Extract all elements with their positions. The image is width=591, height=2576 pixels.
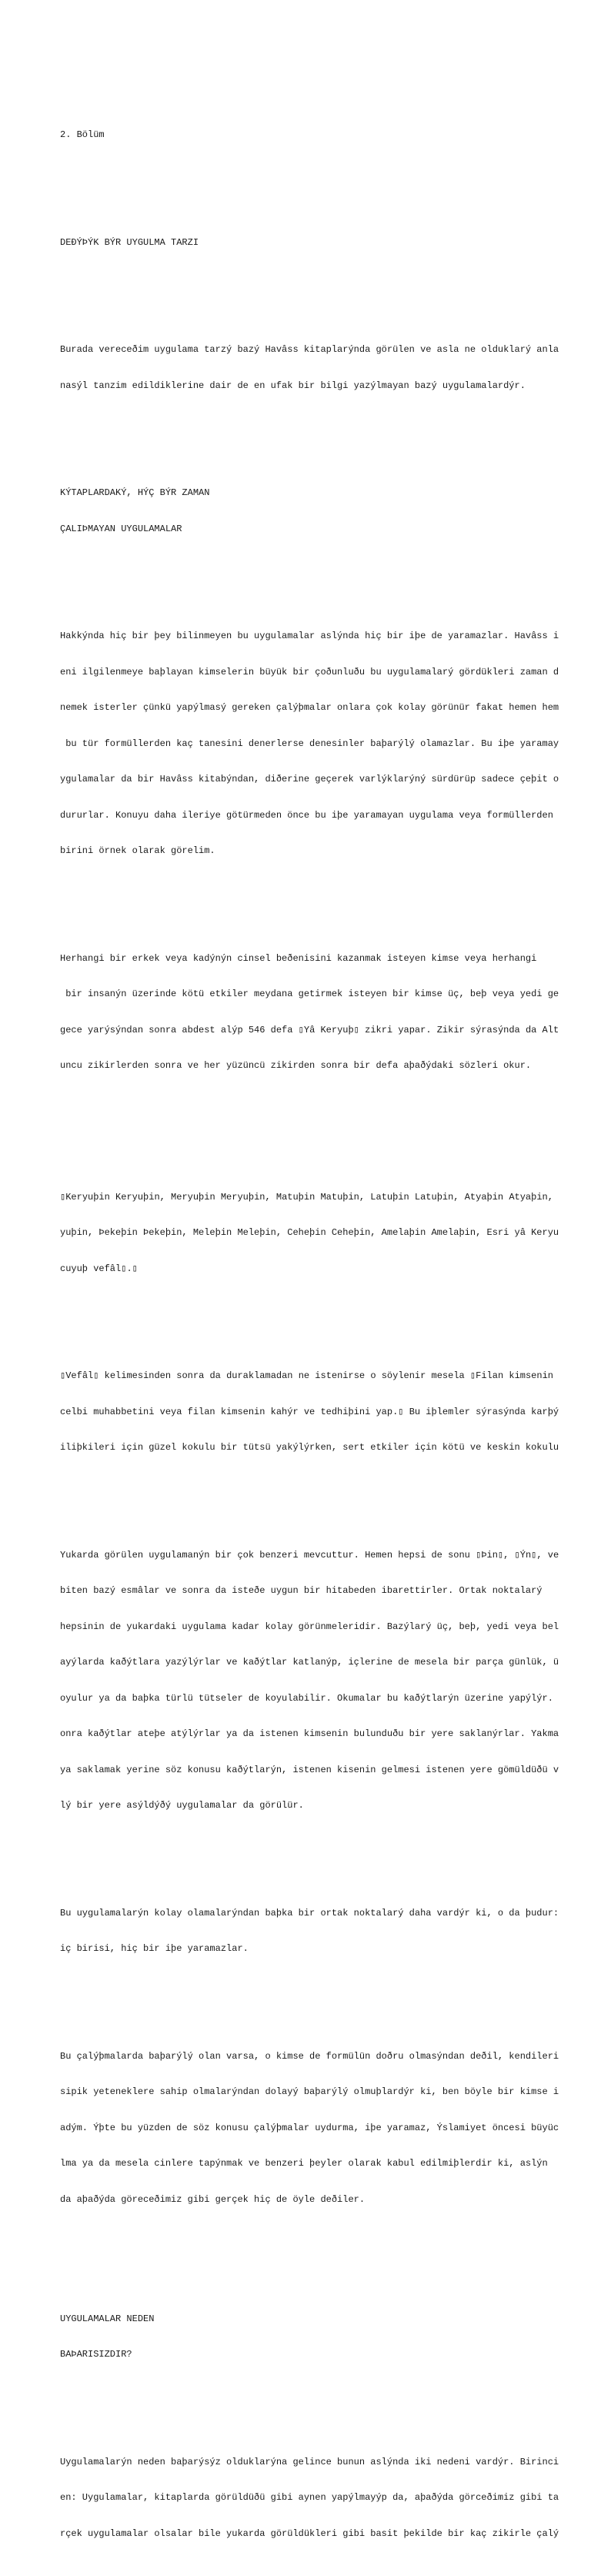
text-line: Herhangi bir erkek veya kadýnýn cinsel beðenisini kazanmak isteyen kimse veya herhangi (60, 952, 537, 964)
text-line: lý bir yere asýldýðý uygulamalar da görülür. (60, 1800, 304, 1811)
text-line: eni ilgilenmeye baþlayan kimselerin büyük bir çoðunluðu bu uygulamalarý gördükleri zaman d (60, 666, 559, 677)
text-line: uncu zikirlerden sonra ve her yüzüncü zikirden sonra bir defa aþaðýdaki sözleri okur. (60, 1060, 532, 1071)
text-line: lma ya da mesela cinlere tapýnmak ve benzeri þeyler olarak kabul edilmiþlerdir ki, aslýn (60, 2158, 548, 2169)
text-line: ya saklamak yerine söz konusu kaðýtlarýn, istenen kisenin gelmesi istenen yere gömüldüðü v (60, 1764, 559, 1775)
paragraph (60, 1347, 591, 1478)
text-line: ▯Keryuþin Keryuþin, Meryuþin Meryuþin, Matuþin Matuþin, Latuþin Latuþin, Atyaþin Atyaþin, (60, 1191, 553, 1203)
paragraph (60, 1526, 591, 1836)
text-line: en: Uygulamalar, kitaplarda görüldüðü gibi aynen yapýlmayýp da, aþaðýda görceðimiz gibi ta (60, 2492, 559, 2503)
heading-line: ÇALIÞMAYAN UYGULAMALAR (60, 523, 182, 534)
text-line: gece yarýsýndan sonra abdest alýp 546 defa ▯Yâ Keryuþ▯ zikri yapar. Zikir sýrasýnda da Alt (60, 1024, 559, 1035)
text-line: iç birisi, hiç bir iþe yaramazlar. (60, 1943, 249, 1954)
chapter-label (60, 105, 591, 166)
text-line: ▯Vefâl▯ kelimesinden sonra da duraklamadan ne istenirse o söylenir mesela ▯Filan kimsenin (60, 1370, 553, 1381)
document-page (60, 82, 591, 2576)
paragraph (60, 607, 591, 882)
section-heading (60, 213, 591, 273)
text-line: ayýlarda kaðýtlara yazýlýrlar ve kaðýtlar katlanýp, içlerine de mesela bir parça günlük, ü (60, 1657, 559, 1668)
incantation-paragraph (60, 1168, 591, 1300)
text-line: ygulamalar da bir Havâss kitabýndan, diðerine geçerek varlýklarýný sürdürüp sadece çeþit o (60, 774, 559, 785)
text-line: da aþaðýda göreceðimiz gibi gerçek hiç de öyle deðiler. (60, 2193, 366, 2205)
paragraph (60, 2027, 591, 2230)
intro-paragraph (60, 320, 591, 416)
heading-line: KÝTAPLARDAKÝ, HÝÇ BÝR ZAMAN (60, 487, 210, 498)
text-line: celbi muhabbetini veya filan kimsenin kahýr ve tedhiþini yap.▯ Bu iþlemler sýrasýnda karþý (60, 1406, 559, 1417)
heading-line: BAÞARISIZDIR? (60, 2349, 132, 2360)
text-line: adým. Ýþte bu yüzden de söz konusu çalýþmalar uydurma, iþe yaramaz, Ýslamiyet öncesi büyüc (60, 2122, 559, 2133)
text-line: nemek isterler çünkü yapýlmasý gereken çalýþmalar onlara çok kolay görünür fakat hemen hem (60, 702, 559, 713)
text-line: cuyuþ vefâl▯.▯ (60, 1263, 138, 1274)
paragraph (60, 1884, 591, 1979)
text-line: nasýl tanzim edildiklerine dair de en ufak bir bilgi yazýlmayan bazý uygulamalardýr. (60, 380, 526, 391)
text-line: iliþkileri için güzel kokulu bir tütsü yakýlýrken, sert etkiler için kötü ve keskin kokulu (60, 1442, 559, 1453)
text-line: yuþin, Þekeþin Þekeþin, Meleþin Meleþin, Ceheþin Ceheþin, Amelaþin Amelaþin, Esri yâ Keryu (60, 1227, 559, 1238)
text-line: dururlar. Konuyu daha ileriye götürmeden önce bu iþe yaramayan uygulama veya formüllerden (60, 809, 553, 821)
text-line: bu tür formüllerden kaç tanesini denerlerse denesinler baþarýlý olamazlar. Bu iþe yaramay (60, 738, 559, 749)
text-line: Hakkýnda hiç bir þey bilinmeyen bu uygulamalar aslýnda hiç bir iþe de yaramazlar. Havâss i (60, 631, 559, 641)
text-line: sipik yeteneklere sahip olmalarýndan dolayý baþarýlý olmuþlardýr ki, ben böyle bir kimse i (60, 2086, 559, 2097)
text-line: rçek uygulamalar olsalar bile yukarda görüldükleri gibi basit þekilde bir kaç zikirle çalý (60, 2527, 559, 2539)
text-line: Bu çalýþmalarda baþarýlý olan varsa, o kimse de formülün doðru olmasýndan deðil, kendileri (60, 2050, 559, 2062)
text-line: hepsinin de yukardaki uygulama kadar kolay görünmeleridir. Bazýlarý üç, beþ, yedi veya bel (60, 1621, 559, 1632)
text-line: Burada vereceðim uygulama tarzý bazý Havâss kitaplarýnda görülen ve asla ne olduklarý anla (60, 344, 559, 355)
text-line: birini örnek olarak görelim. (60, 845, 215, 856)
subsection-heading (60, 463, 591, 559)
text-line: Yukarda görülen uygulamanýn bir çok benzeri mevcuttur. Hemen hepsi de sonu ▯Þin▯, ▯Ýn▯, ve (60, 1549, 559, 1561)
text-line: onra kaðýtlar ateþe atýlýrlar ya da istenen kimsenin bulunduðu bir yere saklanýrlar. Yakma (60, 1728, 559, 1739)
heading-line: UYGULAMALAR NEDEN (60, 2313, 155, 2324)
subsection-heading (60, 2290, 591, 2385)
section-heading-text: DEÐÝÞÝK BÝR UYGULMA TARZI (60, 236, 199, 248)
chapter-text: 2. Bölüm (60, 129, 105, 140)
text-line: biten bazý esmâlar ve sonra da isteðe uygun bir hitabeden ibarettirler. Ortak noktalarý (60, 1585, 543, 1596)
text-line: bir insanýn üzerinde kötü etkiler meydana getirmek isteyen bir kimse üç, beþ veya yedi ge (60, 989, 559, 999)
text-line: oyulur ya da baþka türlü tütseler de koyulabilir. Okumalar bu kaðýtlarýn üzerine yapýlýr. (60, 1692, 553, 1704)
paragraph (60, 2433, 591, 2564)
text-line: Bu uygulamalarýn kolay olamalarýndan baþka bir ortak noktalarý daha vardýr ki, o da þudur: (60, 1907, 559, 1919)
paragraph (60, 929, 591, 1096)
text-line: Uygulamalarýn neden baþarýsýz olduklarýna gelince bunun aslýnda iki nedeni vardýr. Birinci (60, 2456, 559, 2467)
